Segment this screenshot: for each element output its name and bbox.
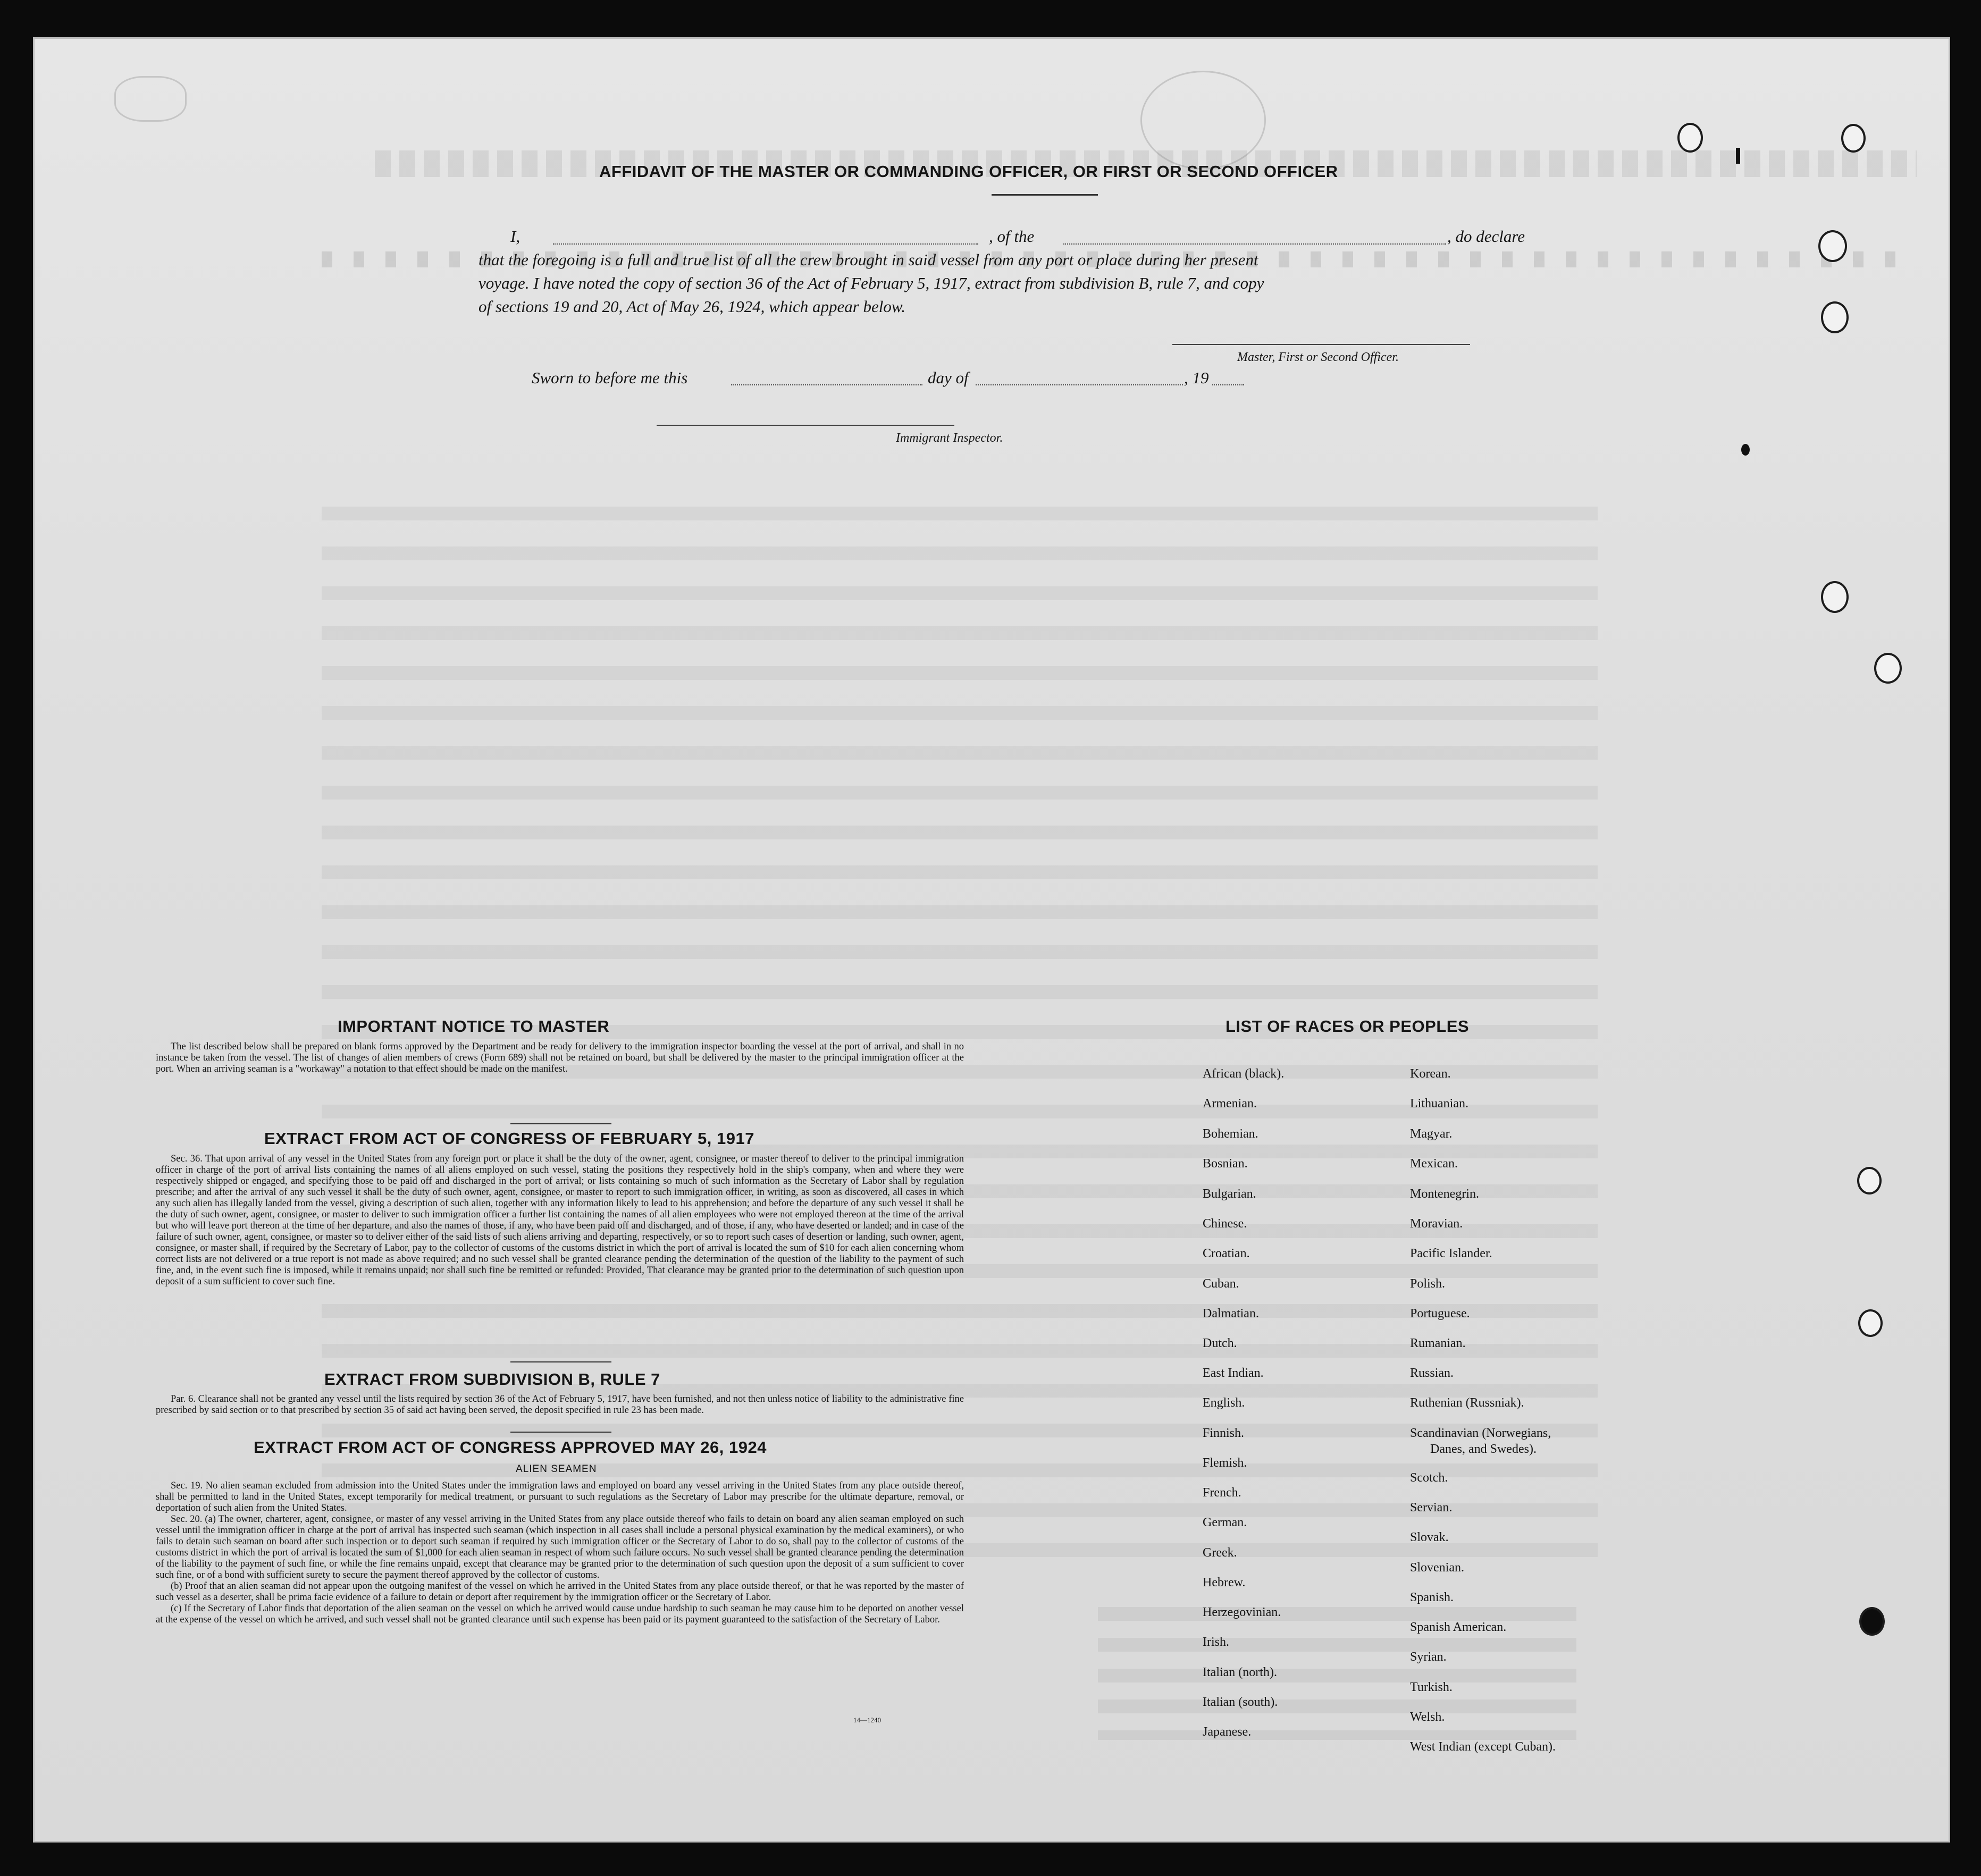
inspector-signature-line[interactable] — [657, 425, 954, 426]
extract-1924-top-rule — [510, 1432, 611, 1433]
extract-1917-top-rule — [510, 1123, 611, 1124]
ink-mark — [1736, 148, 1740, 164]
notice-title: IMPORTANT NOTICE TO MASTER — [338, 1017, 610, 1036]
race-item: Italian (north). — [1203, 1665, 1277, 1679]
binder-hole — [1821, 301, 1849, 333]
extract-1924-text — [156, 1480, 964, 1626]
race-item: Flemish. — [1203, 1456, 1247, 1470]
inspector-signature-label: Immigrant Inspector. — [896, 431, 1003, 445]
sworn-line: Sworn to before me this — [532, 368, 688, 387]
binder-hole — [1818, 230, 1847, 262]
binder-hole — [1821, 581, 1849, 613]
section-20a-paragraph: Sec. 20. (a) The owner, charterer, agent, consignee, or master of any vessel arriving in the United States from any place outside thereof who fails to detain on board any alien seaman employed on such vessel until the immigration officer in charge at the port of arrival has inspected such seaman (which inspection in all cases shall include a personal physical examination by the medical examiners), or who fails to detain such seaman on board after such inspection or to deport such seaman if required by such immigration officer or the Secretary of Labor to do so, shall pay to the collector of customs of the customs district in which the port of arrival is located the sum of $1,000 for each alien seaman in respect of whom such failure occurs. No such vessel shall be granted clearance pending the determination of the liability to the payment of such fine, or while the fine remains unpaid, except that clearance may be granted prior to the determination of such question upon the deposit of a sum sufficient to cover such fine, or of a bond with sufficient surety to secure the payment thereof approved by the collector of customs. — [156, 1514, 964, 1580]
race-item: Greek. — [1203, 1546, 1237, 1560]
binder-hole — [1858, 1309, 1883, 1337]
notice-text — [156, 1041, 964, 1075]
race-item: Spanish American. — [1410, 1620, 1507, 1634]
binder-hole — [1874, 653, 1902, 684]
race-item: Bulgarian. — [1203, 1187, 1256, 1201]
ink-stamp-corner — [114, 76, 187, 122]
section-20c-paragraph: (c) If the Secretary of Labor finds that deportation of the alien seaman on the vessel on which he arrived would cause undue hardship to such seaman he may cause him to be deported on another vessel at the expense of the vessel on which he arrived, and such vessel shall not be granted clearance until such expense has been paid or its payment guaranteed to the satisfaction of the Secretary of Labor. — [156, 1603, 964, 1625]
race-item: Hebrew. — [1203, 1576, 1246, 1589]
race-item: English. — [1203, 1396, 1245, 1410]
race-item: Moravian. — [1410, 1217, 1463, 1231]
race-item: Croatian. — [1203, 1247, 1250, 1260]
binder-hole — [1677, 123, 1703, 153]
sworn-day-of: day of — [928, 368, 969, 387]
alien-seamen-subtitle: ALIEN SEAMEN — [516, 1463, 597, 1475]
binder-hole — [1857, 1167, 1882, 1194]
race-item: Chinese. — [1203, 1217, 1247, 1231]
race-item: Dalmatian. — [1203, 1307, 1259, 1320]
race-item: Irish. — [1203, 1635, 1229, 1649]
declaration-line-4: of sections 19 and 20, Act of May 26, 1924, which appear below. — [479, 297, 906, 316]
race-item: African (black). — [1203, 1067, 1285, 1081]
document-page — [33, 37, 1950, 1843]
declaration-do-declare: , do declare — [1447, 227, 1525, 246]
race-item: West Indian (except Cuban). — [1410, 1740, 1556, 1754]
race-item: Herzegovinian. — [1203, 1605, 1281, 1619]
vessel-name-field[interactable] — [1063, 243, 1446, 245]
race-item: Spanish. — [1410, 1591, 1454, 1604]
race-item: Italian (south). — [1203, 1695, 1278, 1709]
race-item: Cuban. — [1203, 1277, 1239, 1291]
binder-hole-filled — [1859, 1607, 1885, 1636]
master-signature-line[interactable] — [1172, 344, 1470, 345]
race-item: French. — [1203, 1486, 1241, 1500]
rule7-top-rule — [510, 1361, 611, 1362]
sworn-month-field[interactable] — [976, 384, 1183, 385]
extract-1924-title: EXTRACT FROM ACT OF CONGRESS APPROVED MAY 26, 1924 — [254, 1438, 767, 1457]
affidavit-title: AFFIDAVIT OF THE MASTER OR COMMANDING OFFICER, OR FIRST OR SECOND OFFICER — [599, 162, 1338, 181]
ink-stamp — [1140, 71, 1266, 170]
race-item: Dutch. — [1203, 1336, 1237, 1350]
race-item: Armenian. — [1203, 1097, 1257, 1111]
rule7-text — [156, 1394, 964, 1416]
section-36-paragraph: Sec. 36. That upon arrival of any vessel in the United States from any foreign port or place it shall be the duty of the owner, agent, consignee, or master thereof to deliver to the principal immigration officer in charge of the port of arrival lists containing the names of all aliens employed on such vessel, stating the positions they respectively hold in the ship's company, when and where they were respectively shipped or engaged, and specifying those to be paid off and discharged in the port of arrival; or lists containing so much of such information as the Secretary of Labor shall by regulation prescribe; and after the arrival of any such vessel it shall be the duty of such owner, agent, consignee, or master to report to such immigration officer, in writing, as soon as discovered, all cases in which any such alien has illegally landed from the vessel, giving a description of such alien, together with any information likely to lead to his apprehension; and before the departure of any such vessel it shall be the duty of such owner, agent, consignee, or master to deliver to such immigration officer a further list containing the names of all alien employees who were not employed thereon at the time of the arrival but who will leave port thereon at the time of her departure, and also the names of those, if any, who have been paid off and discharged, and of those, if any, who have deserted or landed; and in case of the failure of such owner, agent, consignee, or master so to deliver either of the said lists of such aliens arriving and departing, respectively, or so to report such cases of desertion or landing, such owner, agent, consignee, or master shall, if required by the Secretary of Labor, pay to the collector of customs of the customs district in which the port of arrival is located the sum of $10 for each alien concerning whom correct lists are not delivered or a true report is not made as above required; and no such vessel shall be granted clearance pending the determination of the question of the liability to the payment of such fine, and, in the event such fine is imposed, while it remains unpaid; nor shall such fine be remitted or refunded: Provided, That clearance may be granted prior to the determination of such question upon deposit of a sum sufficient to cover such fine. — [156, 1154, 964, 1287]
race-item: Finnish. — [1203, 1426, 1245, 1440]
sworn-day-field[interactable] — [731, 384, 922, 385]
par6-paragraph: Par. 6. Clearance shall not be granted any vessel until the lists required by section 36 of the Act of February 5, 1917, have been furnished, and not then unless notice of liability to the administrative fine prescribed by said section or to that prescribed by section 35 of said act having been served, the deposit specified in rule 23 has been made. — [156, 1394, 964, 1416]
notice-paragraph: The list described below shall be prepared on blank forms approved by the Department and be ready for delivery to the immigration inspector boarding the vessel at the port of arrival, and shall in no instance be taken from the vessel. The list of changes of alien members of crews (Form 689) shall not be retained on board, but shall be delivered by the master to the principal immigration officer at the port. When an arriving seaman is a "workaway" a notation to that effect should be made on the manifest. — [156, 1041, 964, 1074]
master-name-field[interactable] — [553, 243, 978, 245]
race-item: Korean. — [1410, 1067, 1451, 1081]
master-signature-label: Master, First or Second Officer. — [1237, 350, 1399, 364]
declaration-line-3: voyage. I have noted the copy of section 36 of the Act of February 5, 1917, extract from subdivision B, rule 7, and copy — [479, 274, 1264, 292]
affidavit-title-rule — [992, 194, 1098, 196]
declaration-line-1 — [510, 227, 520, 246]
race-item: Japanese. — [1203, 1725, 1252, 1739]
race-item: Montenegrin. — [1410, 1187, 1479, 1201]
race-item: Bosnian. — [1203, 1157, 1248, 1171]
declaration-line-2: that the foregoing is a full and true list of all the crew brought in said vessel from any port or place during her present — [479, 250, 1258, 269]
race-item: Portuguese. — [1410, 1307, 1470, 1320]
sworn-year: , 19 — [1184, 368, 1209, 387]
race-item: Scotch. — [1410, 1471, 1448, 1485]
race-item: Rumanian. — [1410, 1336, 1466, 1350]
race-item: Magyar. — [1410, 1127, 1453, 1141]
race-item: Slovak. — [1410, 1530, 1449, 1544]
rule7-title: EXTRACT FROM SUBDIVISION B, RULE 7 — [324, 1370, 660, 1389]
race-item: Turkish. — [1410, 1680, 1453, 1694]
race-item: Danes, and Swedes). — [1430, 1442, 1537, 1456]
ink-dot — [1741, 444, 1750, 456]
race-item: Lithuanian. — [1410, 1097, 1468, 1111]
extract-1917-text — [156, 1154, 964, 1288]
race-item: Servian. — [1410, 1501, 1453, 1515]
race-item: Ruthenian (Russniak). — [1410, 1396, 1524, 1410]
race-item: Mexican. — [1410, 1157, 1458, 1171]
race-item: Syrian. — [1410, 1650, 1447, 1664]
race-item: German. — [1203, 1516, 1247, 1529]
section-19-paragraph: Sec. 19. No alien seaman excluded from admission into the United States under the immigration laws and employed on board any vessel arriving in the United States from any place outside thereof, shall be permitted to land in the United States, except temporarily for medical treatment, or pursuant to such regulations as the Secretary of Labor may prescribe for the ultimate departure, removal, or deportation of such alien from the United States. — [156, 1480, 964, 1513]
race-item: East Indian. — [1203, 1366, 1264, 1380]
race-item: Scandinavian (Norwegians, — [1410, 1426, 1551, 1440]
binder-hole — [1841, 124, 1866, 153]
form-number: 14—1240 — [853, 1716, 881, 1724]
race-item: Slovenian. — [1410, 1561, 1464, 1575]
race-item: Russian. — [1410, 1366, 1454, 1380]
sworn-year-field[interactable] — [1212, 384, 1244, 385]
races-title: LIST OF RACES OR PEOPLES — [1225, 1017, 1470, 1036]
declaration-of-the: , of the — [989, 227, 1035, 246]
extract-1917-title: EXTRACT FROM ACT OF CONGRESS OF FEBRUARY 5, 1917 — [264, 1129, 754, 1148]
race-item: Welsh. — [1410, 1710, 1445, 1724]
declaration-i: I, — [510, 227, 521, 246]
race-item: Polish. — [1410, 1277, 1446, 1291]
race-item: Pacific Islander. — [1410, 1247, 1492, 1260]
race-item: Bohemian. — [1203, 1127, 1258, 1141]
section-20b-paragraph: (b) Proof that an alien seaman did not appear upon the outgoing manifest of the vessel on which he arrived in the United States from any place outside thereof, or that he was reported by the master of such vessel as a deserter, shall be prima facie evidence of a failure to detain or deport after requirement by the immigration officer or the Secretary of Labor. — [156, 1581, 964, 1603]
